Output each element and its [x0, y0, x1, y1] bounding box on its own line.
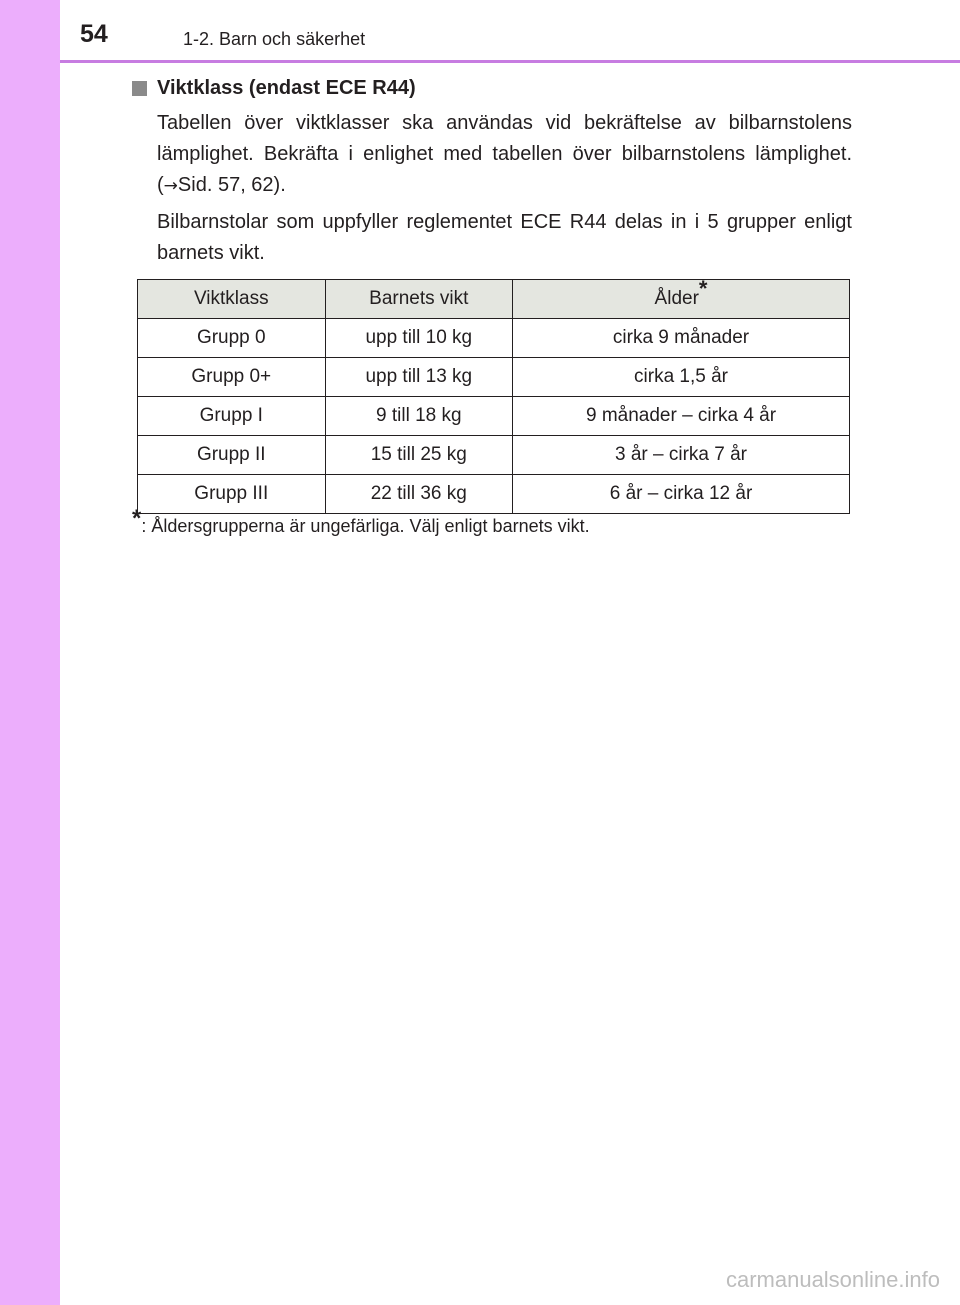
table-cell: 3 år – cirka 7 år — [513, 436, 850, 475]
footnote — [132, 505, 590, 537]
page-reference-link[interactable]: Sid. 57, 62). — [177, 174, 286, 196]
page-number: 54 — [80, 20, 108, 48]
header-child-weight: Barnets vikt — [325, 280, 513, 319]
table-row — [138, 475, 850, 514]
side-tab — [0, 0, 60, 1305]
header-rule — [60, 60, 960, 63]
table-row — [138, 397, 850, 436]
table-cell: Grupp 0 — [138, 319, 326, 358]
header-weight-class: Viktklass — [138, 280, 326, 319]
table-row — [138, 358, 850, 397]
section-heading — [132, 73, 852, 103]
table-header-row — [138, 280, 850, 319]
table-cell: 15 till 25 kg — [325, 436, 513, 475]
table-cell: cirka 1,5 år — [513, 358, 850, 397]
table-cell: Grupp II — [138, 436, 326, 475]
groups-paragraph: Bilbarnstolar som uppfyller reglementet ECE R44 delas in i 5 grupper enligt barnets vikt. — [157, 211, 852, 264]
intro-text: Tabellen över viktklasser ska användas vid bekräftelse av bilbarnstolens lämplighet. Bekräfta i enlighet med tabellen över bilbarnstolens lämplighet. ( — [157, 112, 852, 196]
footnote-text: : Åldersgrupperna är ungefärliga. Välj enligt barnets vikt. — [141, 516, 590, 536]
square-bullet-icon — [132, 81, 147, 96]
table-cell: 22 till 36 kg — [325, 475, 513, 514]
section-weight-class — [132, 73, 852, 269]
table-cell: 9 månader – cirka 4 år — [513, 397, 850, 436]
footnote-asterisk: * — [132, 505, 142, 532]
header-age — [513, 276, 850, 319]
section-heading-text: Viktklass (endast ECE R44) — [157, 76, 416, 99]
table-cell: upp till 10 kg — [325, 319, 513, 358]
intro-paragraph — [132, 108, 852, 202]
asterisk-marker: * — [698, 276, 708, 301]
weight-class-table — [137, 276, 850, 514]
table-row — [138, 436, 850, 475]
table-cell: 9 till 18 kg — [325, 397, 513, 436]
header-age-text: Ålder — [654, 288, 699, 309]
table-cell: upp till 13 kg — [325, 358, 513, 397]
table-cell: 6 år – cirka 12 år — [513, 475, 850, 514]
table-row — [138, 319, 850, 358]
chapter-title: 1-2. Barn och säkerhet — [183, 29, 366, 49]
table-cell: Grupp I — [138, 397, 326, 436]
arrow-right-icon: → — [163, 176, 178, 196]
table-cell: Grupp 0+ — [138, 358, 326, 397]
table-cell: cirka 9 månader — [513, 319, 850, 358]
watermark: carmanualsonline.info — [725, 1267, 940, 1292]
table-cell: Grupp III — [138, 475, 326, 514]
